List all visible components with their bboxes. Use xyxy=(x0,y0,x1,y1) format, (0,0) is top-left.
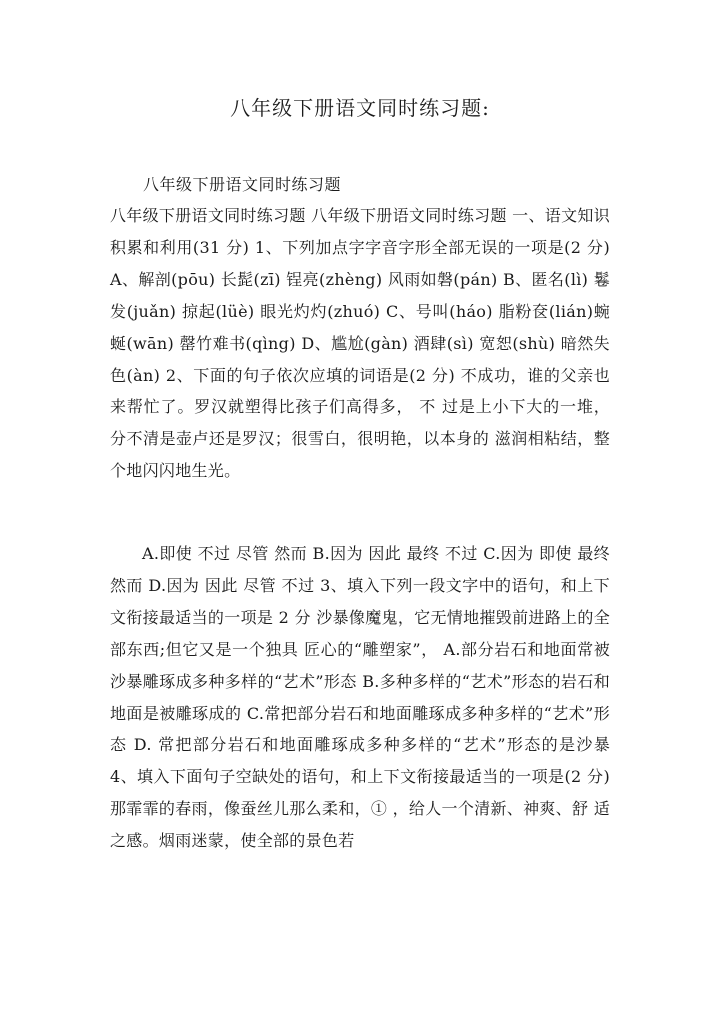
body-paragraph-1: 八年级下册语文同时练习题 八年级下册语文同时练习题 一、语文知识积累和利用(31 分) 1、下列加点字字音字形全部无误的一项是(2 分) A、解剖(pōu) 长髭(zī) 锃亮(zhèng) 风雨如磐(pán) B、匿名(lì) 鬈发(juǎn) 掠起(lüè) 眼光灼灼(zhuó) C、号叫(háo) 脂粉奁(lián)蜿蜒(wān) 罄竹难书(qìng) D、尴尬(gàn) 酒肆(sì) 宽恕(shù) 暗然失色(àn) 2、下面的句子依次应填的词语是(2 分) 不成功，谁的父亲也来帮忙了。罗汉就塑得比孩子们高得多， 不 过是上小下大的一堆， 分不清是壶卢还是罗汉；很雪白，很明艳，以本身的 滋润相粘结，整个地闪闪地生光。 xyxy=(110,206,610,481)
body-paragraph-2: A.即使 不过 尽管 然而 B.因为 因此 最终 不过 C.因为 即使 最终 然而 D.因为 因此 尽管 不过 3、填入下列一段文字中的语句，和上下文衔接最适当的一项是 2 分 沙暴像魔鬼，它无情地摧毁前进路上的全部东西;但它又是一个独具 匠心的“雕塑家”， A.部分岩石和地面常被沙暴雕琢成多种多样的“艺术”形态 B.多种多样的“艺术”形态的岩石和地面是被雕琢成的 C.常把部分岩石和地面雕琢成多种多样的“艺术”形态 D. 常把部分岩石和地面雕琢成多种多样的“艺术”形态的是沙暴 4、填入下面句子空缺处的语句，和上下文衔接最适当的一项是(2 分) 那霏霏的春雨，像蚕丝儿那么柔和，① ，给人一个清新、神爽、舒 适之感。烟雨迷蒙，使全部的景色若 xyxy=(110,544,610,851)
page-title: 八年级下册语文同时练习题: xyxy=(230,96,490,120)
document-subtitle: 八年级下册语文同时练习题 xyxy=(143,175,342,194)
